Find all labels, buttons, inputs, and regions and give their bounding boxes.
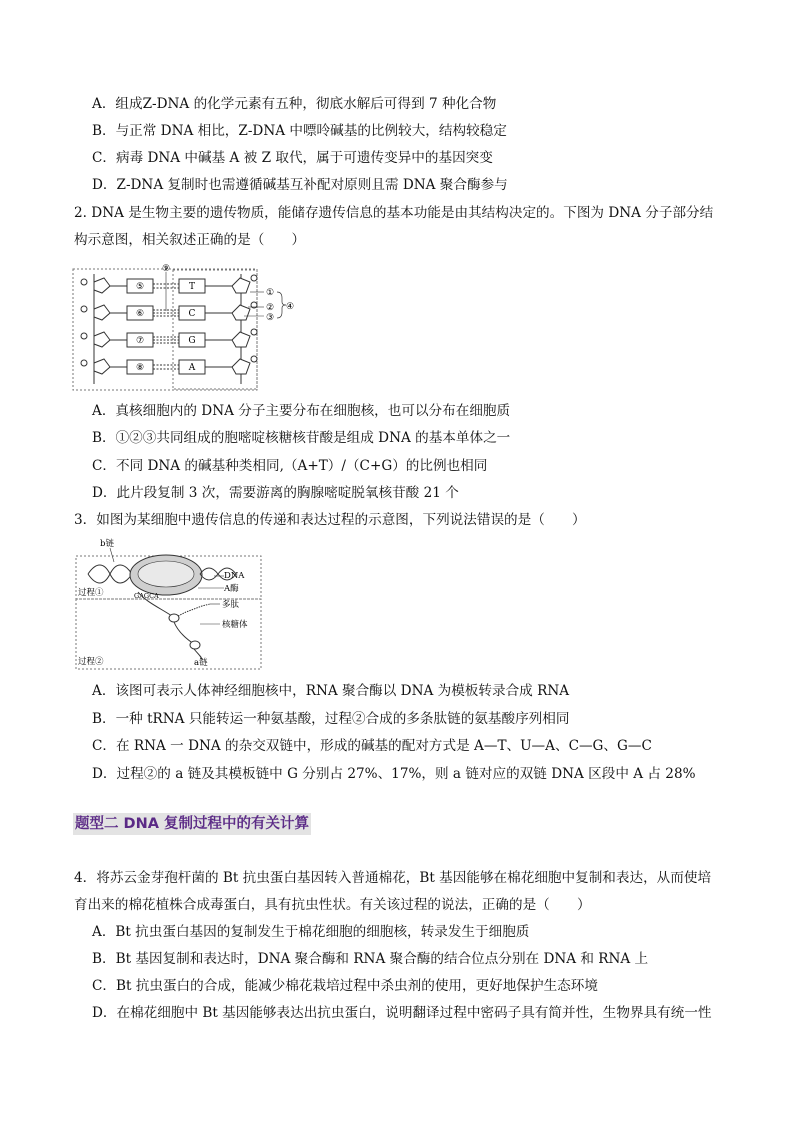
q2-option-b: B．①②③共同组成的胞嘧啶核糖核苷酸是组成 DNA 的基本单体之一 xyxy=(92,430,511,446)
gene-expression-diagram xyxy=(74,536,264,672)
q2-stem-line1: 2. DNA 是生物主要的遗传物质，能储存遗传信息的基本功能是由其结构决定的。下图为 DNA 分子部分结 xyxy=(74,205,714,221)
q4-option-d: D．在棉花细胞中 Bt 基因能够表达出抗虫蛋白，说明翻译过程中密码子具有简并性，生物界具有统一性 xyxy=(92,1005,712,1021)
section-heading: 题型二 DNA 复制过程中的有关计算 xyxy=(73,813,311,835)
q3-option-b: B．一种 tRNA 只能转运一种氨基酸，过程②合成的多条肽链的氨基酸序列相同 xyxy=(92,711,570,727)
q4-stem-line1: 4．将苏云金芽孢杆菌的 Bt 抗虫蛋白基因转入普通棉花，Bt 基因能够在棉花细胞中复制和表达，从而使培 xyxy=(74,870,712,886)
base-c: C xyxy=(188,309,196,319)
q3-option-a: A．该图可表示人体神经细胞核中，RNA 聚合酶以 DNA 为模板转录合成 RNA xyxy=(92,683,570,699)
process2-label: 过程② xyxy=(78,657,104,667)
dna-label: DNA xyxy=(224,571,245,581)
q4-option-a: A．Bt 抗虫蛋白基因的复制发生于棉花细胞的细胞核，转录发生于细胞质 xyxy=(92,924,530,940)
q2-option-d: D．此片段复制 3 次，需要游离的胸腺嘧啶脱氧核苷酸 21 个 xyxy=(92,485,459,501)
b-chain-label: b链 xyxy=(100,539,114,549)
q2-stem-line2: 构示意图，相关叙述正确的是（ ） xyxy=(74,232,306,248)
q4-stem-line2: 育出来的棉花植株合成毒蛋白，具有抗虫性状。有关该过程的说法，正确的是（ ） xyxy=(74,897,591,913)
base-t: T xyxy=(188,282,196,292)
q1-option-b: B．与正常 DNA 相比，Z-DNA 中嘌呤碱基的比例较大，结构较稳定 xyxy=(92,123,507,139)
dna-structure-diagram xyxy=(72,262,312,392)
q2-option-a: A．真核细胞内的 DNA 分子主要分布在细胞核，也可以分布在细胞质 xyxy=(92,403,511,419)
seq-label: GAGCA xyxy=(134,592,159,600)
ribosome-label: 核糖体 xyxy=(222,620,248,630)
q3-stem: 3．如图为某细胞中遗传信息的传递和表达过程的示意图，下列说法错误的是（ ） xyxy=(74,512,586,528)
peptide-label: 多肽 xyxy=(222,600,240,610)
enzyme-label: A酶 xyxy=(224,584,239,594)
q1-option-d: D．Z-DNA 复制时也需遵循碱基互补配对原则且需 DNA 聚合酶参与 xyxy=(92,177,508,193)
q3-option-d: D．过程②的 a 链及其模板链中 G 分别占 27%、17%，则 a 链对应的双链 DNA 区段中 A 占 28% xyxy=(92,766,696,782)
process1-label: 过程① xyxy=(78,588,104,598)
a-chain-label: a链 xyxy=(194,658,208,668)
label-1: ① xyxy=(266,288,275,298)
q1-option-c: C．病毒 DNA 中碱基 A 被 Z 取代，属于可遗传变异中的基因突变 xyxy=(92,150,493,166)
q4-option-c: C．Bt 抗虫蛋白的合成，能减少棉花栽培过程中杀虫剂的使用，更好地保护生态环境 xyxy=(92,978,598,994)
q1-option-a: A．组成Z-DNA 的化学元素有五种，彻底水解后可得到 7 种化合物 xyxy=(92,96,497,112)
label-6: ⑥ xyxy=(135,309,145,319)
label-5: ⑤ xyxy=(135,282,145,292)
label-2: ② xyxy=(266,303,275,313)
label-3: ③ xyxy=(266,313,275,323)
label-9: ⑨ xyxy=(161,264,171,274)
q4-option-b: B．Bt 基因复制和表达时，DNA 聚合酶和 RNA 聚合酶的结合位点分别在 DNA 和 RNA 上 xyxy=(92,951,649,967)
q2-option-c: C．不同 DNA 的碱基种类相同,（A+T）/（C+G）的比例也相同 xyxy=(92,458,488,474)
base-a: A xyxy=(188,363,196,373)
q3-option-c: C．在 RNA 一 DNA 的杂交双链中，形成的碱基的配对方式是 A—T、U—A、C—G、G—C xyxy=(92,738,652,754)
label-8: ⑧ xyxy=(135,363,145,373)
base-g: G xyxy=(188,336,196,346)
label-4: ④ xyxy=(286,302,295,312)
label-7: ⑦ xyxy=(135,336,145,346)
